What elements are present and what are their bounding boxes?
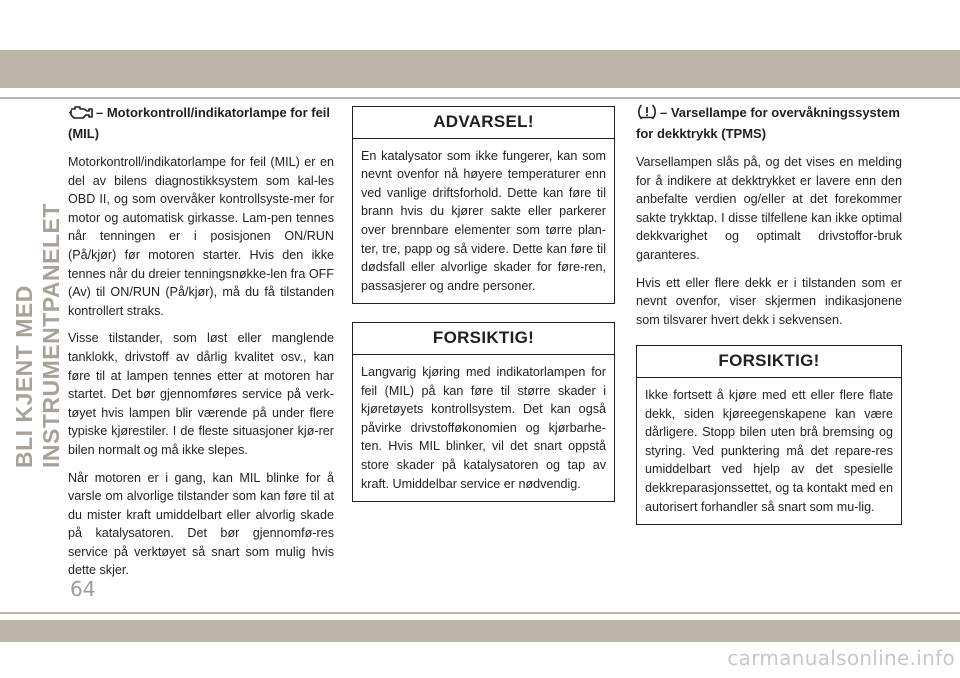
engine-icon	[68, 104, 94, 125]
tpms-paragraph: Varsellampen slås på, og det vises en melding for å indikere at dekktrykket er lavere enn den anbefalte verdien og/eller at det forekommer sakte trykktap. I disse tilfellene kan ikke optimal dekkvarighet og optimalt drivstoffor-bruk garanteres.	[636, 155, 902, 262]
tpms-caution-text: Ikke fortsett å kjøre med ett eller flere flate dekk, siden kjøreegenskapene kan være dårligere. Stopp bilen uten brå bremsing og styring. Ved punktering må det repare-res umiddelbart ved hjelp av det spesielle dekkreparasjonssettet, og ta kontakt med en autorisert forhandler så snart som mu-lig.	[645, 387, 893, 514]
tire-pressure-warning-icon	[636, 104, 658, 125]
mil-paragraph: Motorkontroll/indikatorlampe for feil (MIL) er en del av bilens diagnostikksystem som kal-les OBD II, og som overvåker kontrollsyste-mer for motor og automatisk girkasse. Lam-pen tennes når tenningen er i posisjonen ON/RUN (På/kjør) før motoren starter. Hvis den ikke tennes når du dreier tenningsnøkke-len fra OFF (Av) til ON/RUN (På/kjør), må du få tilstanden kontrollert straks.	[68, 155, 334, 318]
caution-text: Langvarig kjøring med indikatorlampen for feil (MIL) på kan føre til større skader i kjøretøyets kontrollsystem. Det kan også påvirke drivstofføkonomien og kjørbarhe-ten. Hvis MIL blinker, vil det snart oppstå store skader på katalysatoren og tap av kraft. Umiddelbar service er nødvendig.	[361, 364, 606, 491]
page-number: 64	[70, 577, 96, 601]
footer-rule	[0, 612, 960, 614]
column-warnings	[352, 106, 615, 520]
tpms-caution-title: FORSIKTIG!	[637, 346, 901, 378]
mil-paragraph: Når motoren er i gang, kan MIL blinke for å varsle om alvorlige tilstander som kan føre til at du mister kraft umiddelbart eller alvorlig skade på katalysatoren. Det bør gjennomfø-res service på verktøyet så snart som mulig hvis dette skjer.	[68, 470, 334, 578]
caution-title: FORSIKTIG!	[353, 323, 614, 355]
warning-text: En katalysator som ikke fungerer, kan som nevnt ovenfor nå høyere temperaturer enn ved vanlige driftsforhold. Dette kan føre til brann hvis du kjører sakte eller parkerer over brennbare elementer som tørre plan-ter, tre, papp og så videre. Dette kan føre til dødsfall eller alvorlige skader for føre-ren, passasjerer og andre personer.	[361, 148, 606, 293]
mil-heading-text: – Motorkontroll/indikatorlampe for feil (MIL)	[68, 105, 331, 141]
header-rule	[0, 97, 960, 99]
tpms-heading-text: – Varsellampe for overvåkningssystem for dekktrykk (TPMS)	[636, 105, 900, 141]
tpms-caution-box	[636, 345, 902, 525]
mil-paragraph: Visse tilstander, som løst eller manglende tanklokk, drivstoff av dårlig kvalitet osv., kan føre til at lampen tennes etter at motoren har startet. Det bør gjennomføres service på verk-tøyet hvis lampen blir værende på under flere typiske kjørestiler. I de fleste situasjoner kjø-rer bilen normalt og må ikke slepes.	[68, 331, 334, 457]
column-mil	[68, 100, 334, 589]
watermark: carmanualsonline.info	[727, 646, 955, 670]
column-tpms	[636, 100, 902, 543]
caution-box	[352, 322, 615, 502]
warning-title: ADVARSEL!	[353, 107, 614, 139]
section-side-title: BLI KJENT MED INSTRUMENTPANELET	[11, 203, 64, 468]
tpms-heading	[636, 104, 902, 143]
header-band	[0, 50, 960, 88]
mil-heading	[68, 104, 334, 143]
footer-band	[0, 620, 960, 642]
warning-box	[352, 106, 615, 304]
tpms-paragraph: Hvis ett eller flere dekk er i tilstanden som er nevnt ovenfor, viser skjermen indikasjonene som tilsvarer hvert dekk i sekvensen.	[636, 275, 902, 327]
